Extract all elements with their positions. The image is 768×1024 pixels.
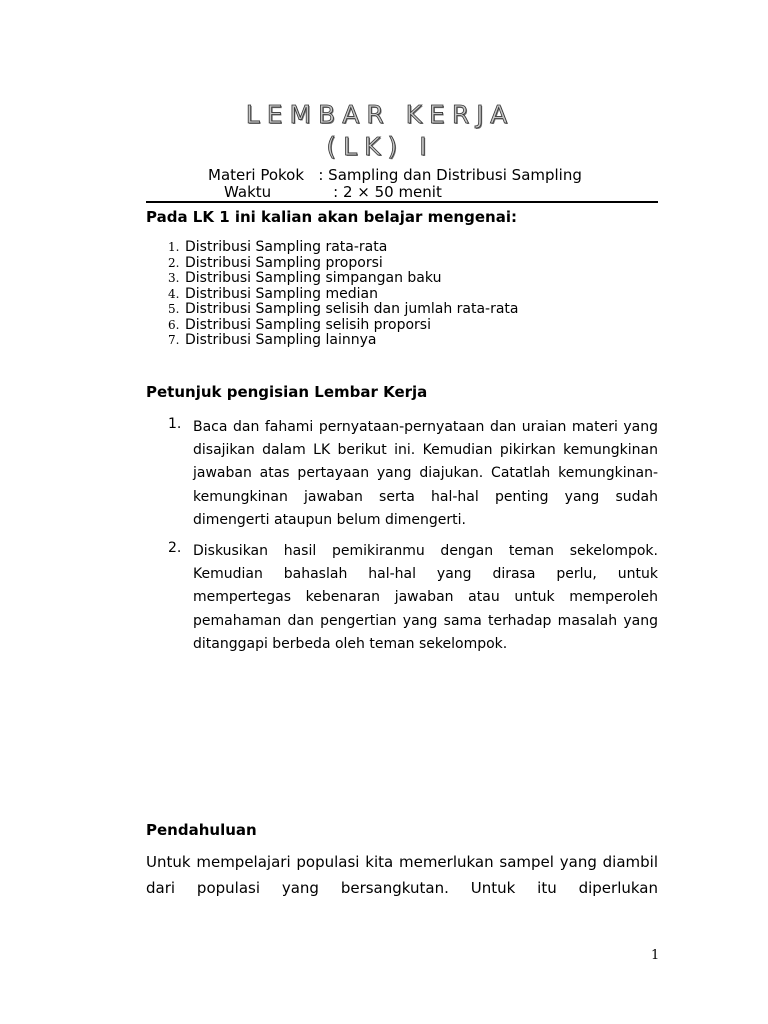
step-number: 1. [168, 416, 182, 432]
instructions-heading: Petunjuk pengisian Lembar Kerja [146, 383, 428, 401]
header-divider [146, 201, 658, 203]
list-item [168, 271, 519, 287]
instruction-step [146, 416, 658, 532]
intro-heading: Pada LK 1 ini kalian akan belajar mengenai: [146, 208, 517, 226]
list-item-text: Distribusi Sampling selisih proporsi [185, 316, 431, 333]
list-item-text: Distribusi Sampling simpangan baku [185, 270, 442, 286]
list-item-number: 2. [168, 255, 180, 270]
list-item-number: 4. [168, 286, 180, 301]
pendahuluan-paragraph: Untuk mempelajari populasi kita memerlukan sampel yang diambil dari populasi yang bersangkutan. Untuk itu diperlukan [146, 853, 658, 897]
list-item-number: 7. [168, 333, 180, 347]
list-item [168, 302, 519, 318]
step-number: 2. [168, 540, 182, 556]
page-number: 1 [651, 948, 660, 963]
list-item-text: Distribusi Sampling rata-rata [185, 239, 388, 255]
list-item-number: 5. [168, 302, 180, 316]
topic-list [168, 240, 519, 349]
list-item-text: Distribusi Sampling median [185, 285, 378, 302]
worksheet-subtitle: (LK) I [326, 132, 434, 161]
meta-waktu: Waktu : 2 × 50 menit [224, 183, 442, 201]
list-item-number: 3. [168, 271, 180, 285]
step-text: Diskusikan hasil pemikiranmu dengan teman sekelompok. Kemudian bahaslah hal-hal yang dirasa perlu, untuk mempertegas kebenaran jawaban atau untuk memperoleh pemahaman dan pengertian yang sama terhadap masalah yang ditanggapi berbeda oleh teman sekelompok. [193, 543, 658, 652]
list-item-text: Distribusi Sampling proporsi [185, 254, 383, 271]
list-item [168, 333, 519, 349]
list-item [168, 318, 519, 334]
list-item [168, 287, 519, 303]
list-item [168, 240, 519, 256]
step-text: Baca dan fahami pernyataan-pernyataan dan uraian materi yang disajikan dalam LK berikut ini. Kemudian pikirkan kemungkinan jawaban atas pertayaan yang diajukan. Catatlah kemungkinan-kemungkinan jawaban serta hal-hal penting yang sudah dimengerti ataupun belum dimengerti. [193, 419, 658, 528]
worksheet-title: LEMBAR KERJA [245, 100, 515, 129]
list-item-number: 6. [168, 317, 180, 332]
pendahuluan-heading: Pendahuluan [146, 821, 257, 839]
list-item [168, 256, 519, 272]
list-item-text: Distribusi Sampling selisih dan jumlah rata-rata [185, 301, 519, 317]
list-item-text: Distribusi Sampling lainnya [185, 332, 377, 348]
instruction-step [146, 540, 658, 656]
meta-materi-pokok: Materi Pokok : Sampling dan Distribusi Sampling [208, 166, 582, 184]
list-item-number: 1. [168, 240, 180, 254]
